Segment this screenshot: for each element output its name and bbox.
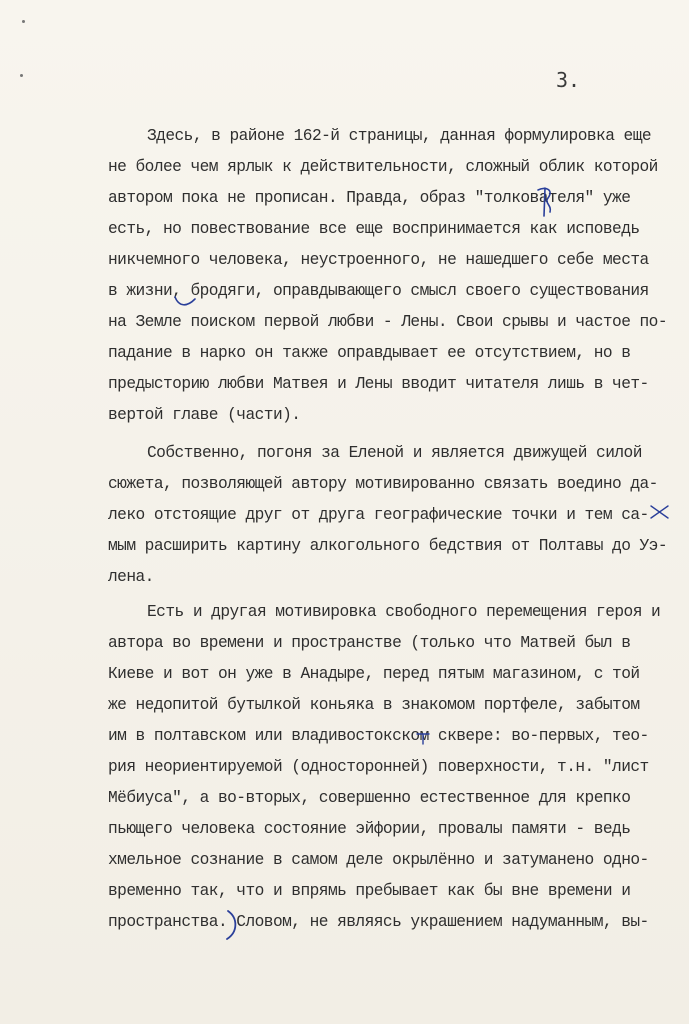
- text-line: сюжета, позволяющей автору мотивированно связать воедино да-: [108, 475, 658, 493]
- text-line: мым расширить картину алкогольного бедствия от Полтавы до Уэ-: [108, 537, 668, 555]
- pen-correction-closing-paren: [222, 908, 244, 942]
- text-line: автором пока не прописан. Правда, образ "толкователя" уже: [108, 189, 631, 207]
- text-line: автора во времени и пространстве (только что Матвей был в: [108, 634, 631, 652]
- pen-correction-insertion: [532, 184, 562, 220]
- text-line: пространства. Словом, не являясь украшением надуманным, вы-: [108, 913, 649, 931]
- text-line: им в полтавском или владивостокском сквере: во-первых, тео-: [108, 727, 649, 745]
- text-line: лена.: [108, 568, 154, 586]
- pen-correction-strikethrough: [648, 502, 672, 522]
- text-line: есть, но повествование все еще воспринимается как исповедь: [108, 220, 640, 238]
- text-line: падание в нарко он также оправдывает ее отсутствием, но в: [108, 344, 631, 362]
- text-line: хмельное сознание в самом деле окрылённо и затуманено одно-: [108, 851, 649, 869]
- text-line: предысторию любви Матвея и Лены вводит читателя лишь в чет-: [108, 375, 649, 393]
- text-line: Здесь, в районе 162-й страницы, данная формулировка еще: [147, 127, 652, 145]
- pen-correction-caret-mark: [173, 291, 199, 311]
- text-line: на Земле поиском первой любви - Лены. Свои срывы и частое по-: [108, 313, 668, 331]
- text-line: в жизни, бродяги, оправдывающего смысл своего существования: [108, 282, 649, 300]
- page-number: 3.: [556, 68, 581, 92]
- text-line: не более чем ярлык к действительности, сложный облик которой: [108, 158, 658, 176]
- text-line: рия неориентируемой (односторонней) поверхности, т.н. "лист: [108, 758, 649, 776]
- margin-speck: [20, 74, 23, 77]
- text-line: леко отстоящие друг от друга географические точки и тем са-: [108, 506, 649, 524]
- text-line: Есть и другая мотивировка свободного перемещения героя и: [147, 603, 661, 621]
- text-line: временно так, что и впрямь пребывает как бы вне времени и: [108, 882, 631, 900]
- text-line: же недопитой бутылкой коньяка в знакомом портфеле, забытом: [108, 696, 640, 714]
- text-line: Собственно, погоня за Еленой и является движущей силой: [147, 444, 642, 462]
- text-line: пьющего человека состояние эйфории, провалы памяти - ведь: [108, 820, 631, 838]
- text-line: Мёбиуса", а во-вторых, совершенно естественное для крепко: [108, 789, 631, 807]
- text-line: никчемного человека, неустроенного, не нашедшего себе места: [108, 251, 649, 269]
- pen-correction-dash-mark: [414, 726, 434, 748]
- text-line: Киеве и вот он уже в Анадыре, перед пятым магазином, с той: [108, 665, 640, 683]
- text-line: вертой главе (части).: [108, 406, 301, 424]
- margin-speck: [22, 20, 25, 23]
